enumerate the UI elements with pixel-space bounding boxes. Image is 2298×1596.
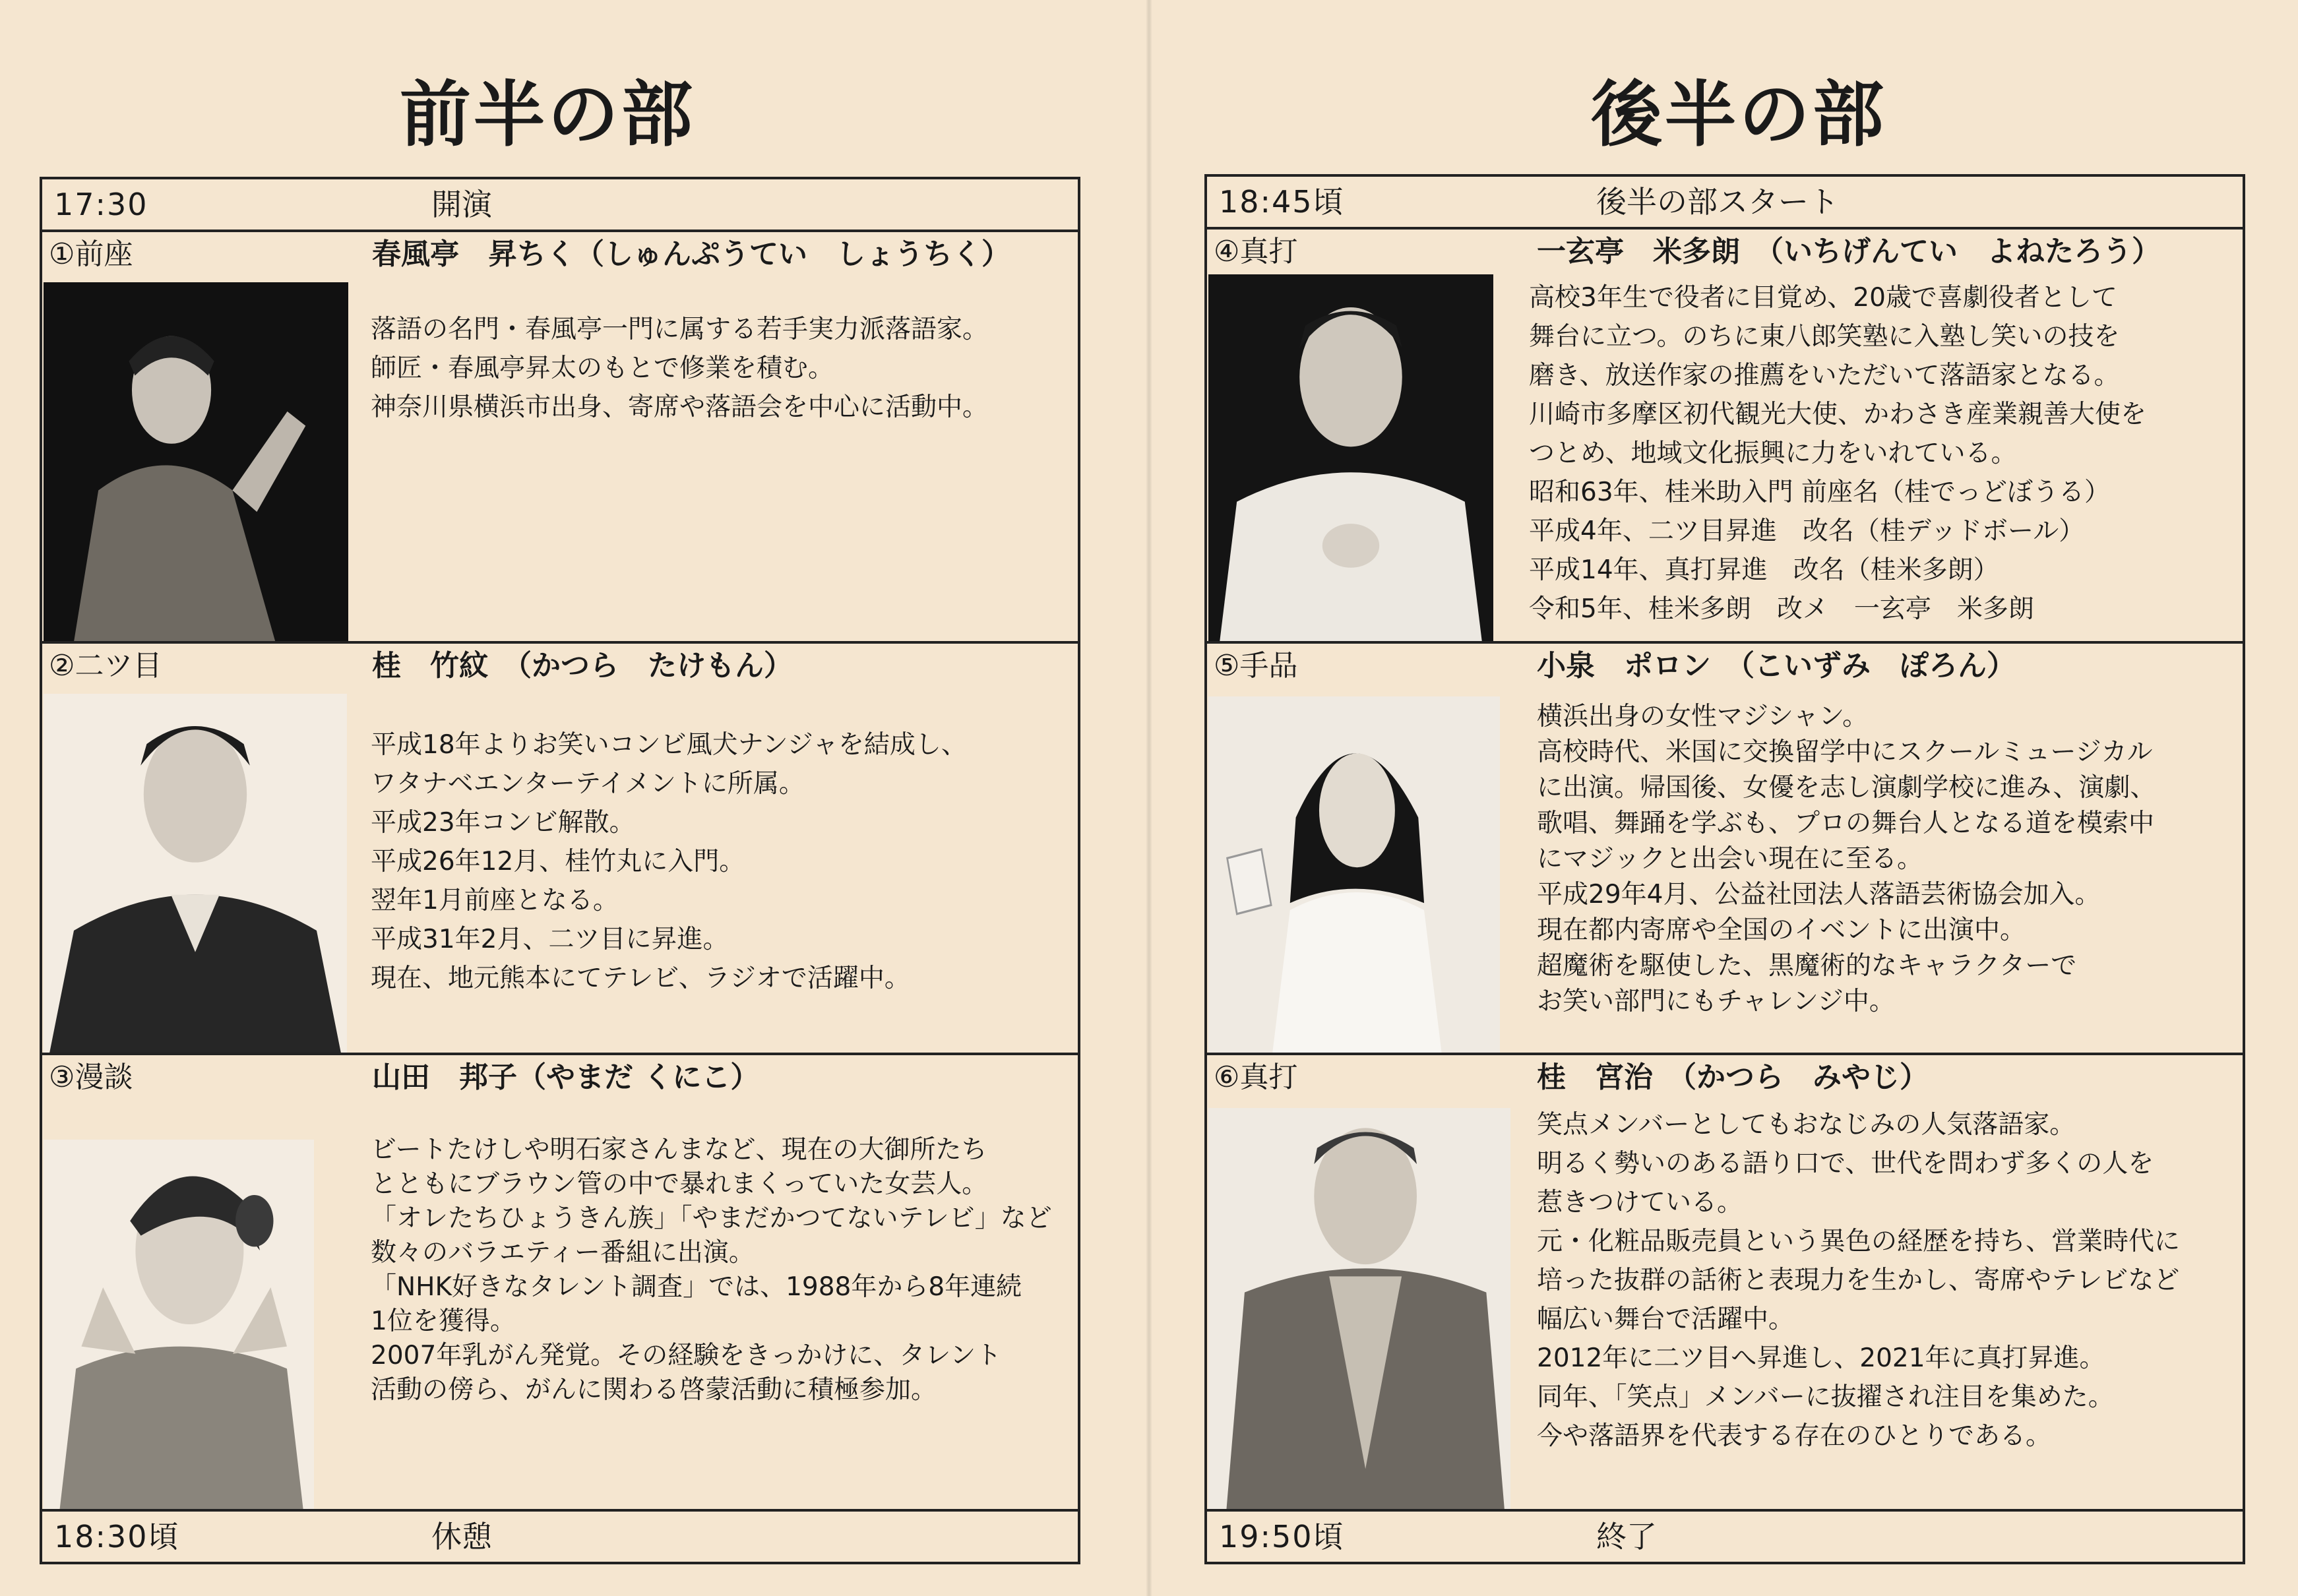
bio-line: 明るく勢いのある語り口で、世代を問わず多くの人を [1537, 1149, 2154, 1179]
bio-line: 培った抜群の話術と表現力を生かし、寄席やテレビなど [1537, 1266, 2180, 1295]
performer-row [1207, 644, 2243, 1055]
bio-line: とともにブラウン管の中で暴れまくっていた女芸人。 [371, 1169, 988, 1199]
bio-line: にマジックと出会い現在に至る。 [1537, 844, 1923, 874]
bio-line: 神奈川県横浜市出身、寄席や落語会を中心に活動中。 [371, 392, 989, 422]
performer-name: 小泉 ポロン （こいずみ ぽろん） [1537, 649, 2016, 683]
bio-line: 笑点メンバーとしてもおなじみの人気落語家。 [1537, 1110, 2076, 1140]
bio-line: 1位を獲得。 [371, 1306, 516, 1336]
performer-bio [1537, 699, 2156, 1020]
bio-line: 令和5年、桂米多朗 改メ 一玄亭 米多朗 [1529, 594, 2034, 624]
bio-line: 平成29年4月、公益社団法人落語芸術協会加入。 [1537, 880, 2101, 909]
opening-label: 後半の部スタート [1596, 184, 1839, 220]
bio-line: ワタナベエンターテイメントに所属。 [371, 769, 805, 799]
bio-line: 現在、地元熊本にてテレビ、ラジオで活躍中。 [371, 964, 910, 993]
second-half-program [1204, 174, 2245, 1564]
performer-bio [371, 310, 988, 427]
performer-name: 山田 邦子（やまだ くにこ） [372, 1060, 760, 1094]
bio-line: 歌唱、舞踊を学ぶも、プロの舞台人となる道を模索中 [1537, 809, 2155, 838]
bio-line: 川崎市多摩区初代観光大使、かわさき産業親善大使を [1529, 400, 2147, 429]
bio-line: お笑い部門にもチャレンジ中。 [1537, 987, 1895, 1016]
performer-bio [1529, 278, 2146, 629]
bio-line: 平成4年、二ツ目昇進 改名（桂デッドボール） [1529, 516, 2085, 546]
bio-line: 師匠・春風亭昇太のもとで修業を積む。 [371, 353, 834, 383]
bio-line: 「オレたちひょうきん族」「やまだかつてないテレビ」など [371, 1204, 1052, 1233]
performer-name: 春風亭 昇ちく（しゅんぷうてい しょうちく） [372, 237, 1010, 271]
bio-line: 惹きつけている。 [1537, 1188, 1743, 1217]
bio-line: 平成23年コンビ解散。 [371, 808, 635, 838]
performer-row [1207, 1055, 2243, 1509]
closing-time: 19:50頃 [1219, 1519, 1345, 1554]
performer-bio [371, 725, 967, 998]
bio-line: ビートたけしや明石家さんまなど、現在の大御所たち [371, 1135, 987, 1165]
bio-line: 平成18年よりお笑いコンビ風犬ナンジャを結成し、 [371, 730, 967, 760]
performer-slot: ②二ツ目 [49, 649, 162, 683]
bio-line: 2007年乳がん発覚。その経験をきっかけに、タレント [371, 1341, 1002, 1370]
performer-bio [371, 1133, 1052, 1407]
bio-line: 今や落語界を代表する存在のひとりである。 [1537, 1421, 2052, 1451]
bio-line: 横浜出身の女性マジシャン。 [1537, 702, 1869, 731]
opening-bar [42, 179, 1078, 232]
second-half-title: 後半の部 [1590, 74, 1886, 156]
performer-row [42, 1055, 1078, 1509]
performer-row [42, 644, 1078, 1055]
opening-bar [1207, 177, 2243, 230]
closing-bar [42, 1509, 1078, 1562]
performer-slot: ⑥真打 [1214, 1060, 1298, 1094]
performer-slot: ⑤手品 [1214, 649, 1298, 683]
performer-slot: ④真打 [1214, 235, 1298, 268]
performer-row [1207, 230, 2243, 644]
bio-line: 舞台に立つ。のちに東八郎笑塾に入塾し笑いの技を [1529, 322, 2120, 352]
performer-photo [44, 694, 347, 1053]
bio-line: 同年、「笑点」メンバーに抜擢され注目を集めた。 [1537, 1382, 2114, 1412]
bio-line: 昭和63年、桂米助入門 前座名（桂でっどぼうる） [1529, 477, 2111, 507]
performer-photo [1208, 696, 1500, 1053]
opening-time: 17:30 [54, 187, 148, 222]
closing-bar [1207, 1509, 2243, 1562]
bio-line: 幅広い舞台で活躍中。 [1537, 1304, 1795, 1334]
bio-line: 平成14年、真打昇進 改名（桂米多朗） [1529, 555, 1999, 585]
bio-line: 現在都内寄席や全国のイベントに出演中。 [1537, 915, 2026, 945]
closing-time: 18:30頃 [54, 1519, 180, 1554]
bio-line: に出演。帰国後、女優を志し演劇学校に進み、演劇、 [1537, 773, 2156, 803]
opening-time: 18:45頃 [1219, 184, 1345, 220]
bio-line: 翌年1月前座となる。 [371, 886, 619, 915]
bio-line: 活動の傍ら、がんに関わる啓蒙活動に積極参加。 [371, 1375, 937, 1405]
bio-line: 数々のバラエティー番組に出演。 [371, 1238, 755, 1268]
bio-line: 高校3年生で役者に目覚め、20歳で喜劇役者として [1529, 283, 2117, 313]
performer-slot: ①前座 [49, 237, 133, 271]
performer-slot: ③漫談 [49, 1060, 133, 1094]
closing-label: 休憩 [431, 1519, 492, 1554]
performer-name: 一玄亭 米多朗 （いちげんてい よねたろう） [1537, 235, 2161, 268]
performer-bio [1537, 1105, 2180, 1456]
performer-photo [1208, 274, 1493, 641]
page-fold [1146, 0, 1152, 1596]
closing-label: 終了 [1596, 1519, 1657, 1554]
bio-line: 磨き、放送作家の推薦をいただいて落語家となる。 [1529, 361, 2120, 390]
opening-label: 開演 [431, 187, 492, 222]
performer-photo [1208, 1108, 1510, 1509]
bio-line: 2012年に二ツ目へ昇進し、2021年に真打昇進。 [1537, 1343, 2105, 1373]
first-half-program [40, 177, 1080, 1564]
bio-line: 落語の名門・春風亭一門に属する若手実力派落語家。 [371, 315, 989, 344]
performer-row [42, 232, 1078, 644]
bio-line: つとめ、地域文化振興に力をいれている。 [1529, 439, 2017, 468]
bio-line: 平成26年12月、桂竹丸に入門。 [371, 847, 745, 876]
bio-line: 超魔術を駆使した、黒魔術的なキャラクターで [1537, 951, 2077, 981]
performer-name: 桂 宮治 （かつら みやじ） [1537, 1060, 1929, 1094]
performer-photo [44, 282, 348, 641]
performer-photo [44, 1140, 314, 1509]
first-half-title: 前半の部 [399, 74, 695, 156]
bio-line: 「NHK好きなタレント調査」では、1988年から8年連続 [371, 1272, 1022, 1302]
bio-line: 平成31年2月、二ツ目に昇進。 [371, 925, 729, 954]
bio-line: 元・化粧品販売員という異色の経歴を持ち、営業時代に [1537, 1227, 2181, 1256]
performer-name: 桂 竹紋 （かつら たけもん） [372, 649, 793, 683]
bio-line: 高校時代、米国に交換留学中にスクールミュージカル [1537, 737, 2153, 767]
